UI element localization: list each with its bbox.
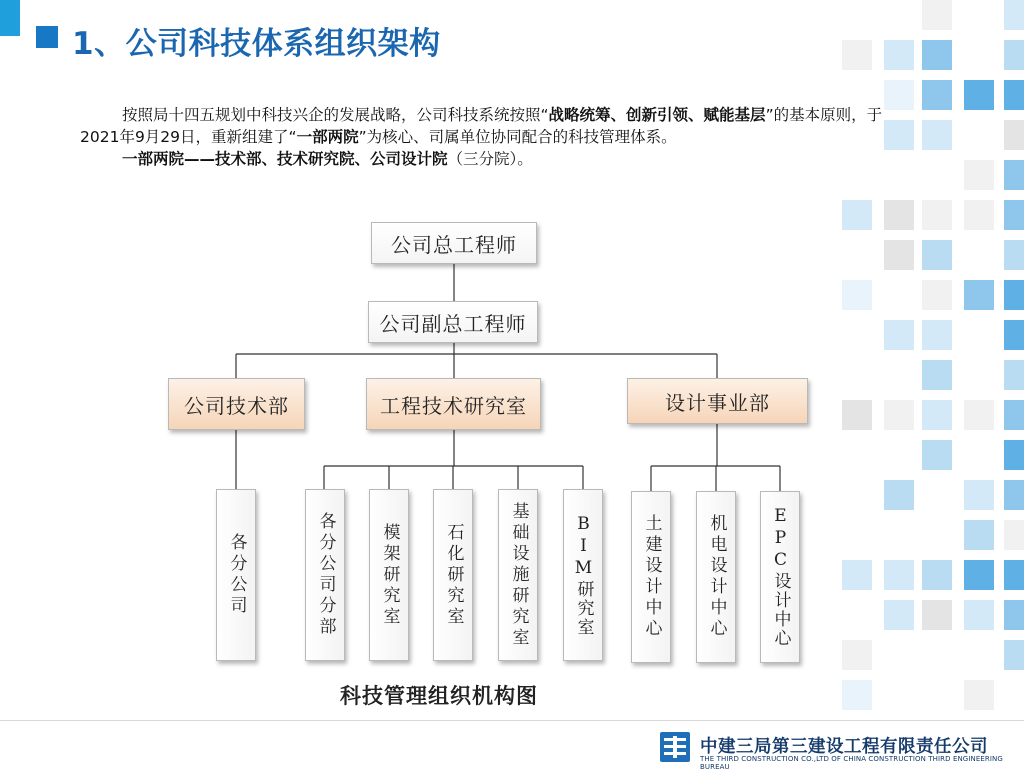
decorative-tile: [1004, 640, 1024, 670]
decorative-tile: [964, 520, 994, 550]
decorative-tile: [922, 440, 952, 470]
footer-divider: [0, 720, 1024, 721]
decorative-tile: [884, 600, 914, 630]
intro-text: ”的基本原则，于2021年9月29日，重新组建了“: [80, 106, 883, 146]
decorative-tile: [1004, 560, 1024, 590]
bim-lab-box: BIM研究室: [563, 489, 603, 661]
intro-text: ”为核心、司属单位协同配合的科技管理体系。: [358, 128, 677, 146]
chief-engineer-box: 公司总工程师: [371, 222, 537, 264]
petrochem-lab-box: 石化研究室: [433, 489, 473, 661]
sub-branches-box: 各分公司分部: [305, 489, 345, 661]
decorative-tile: [964, 200, 994, 230]
intro-line-2: [80, 148, 890, 170]
intro-text: 按照局十四五规划中科技兴企的发展战略，公司科技系统按照“: [122, 106, 549, 124]
decorative-tile: [842, 400, 872, 430]
intro-text: （三分院）。: [447, 150, 533, 168]
decorative-tile: [1004, 80, 1024, 110]
page-title: 1、公司科技体系组织架构: [72, 26, 441, 62]
intro-line-1: [80, 104, 890, 148]
tech-dept-box: 公司技术部: [168, 378, 305, 430]
decorative-tile: [884, 200, 914, 230]
civil-design-box: 土建设计中心: [631, 491, 671, 663]
epc-design-box: EPC设计中心: [760, 491, 800, 663]
design-division-box: 设计事业部: [627, 378, 808, 424]
decorative-tile: [964, 400, 994, 430]
decorative-tile: [1004, 480, 1024, 510]
decorative-tile: [922, 120, 952, 150]
decorative-tile: [922, 40, 952, 70]
decorative-tile: [964, 80, 994, 110]
decorative-tile: [922, 0, 952, 30]
footer-company-name-en: THE THIRD CONSTRUCTION CO.,LTD OF CHINA CONSTRUCTION THIRD ENGINEERING BUREAU: [700, 755, 1003, 771]
decorative-tile: [1004, 40, 1024, 70]
chart-caption: 科技管理组织机构图: [340, 683, 538, 708]
decorative-tile: [842, 280, 872, 310]
decorative-tile: [1004, 160, 1024, 190]
decorative-tile: [964, 280, 994, 310]
decorative-tile: [1004, 360, 1024, 390]
decorative-tile: [922, 600, 952, 630]
branches-box: 各分公司: [216, 489, 256, 661]
decorative-tile: [842, 40, 872, 70]
intro-paragraph: [80, 104, 890, 170]
decorative-tile: [1004, 440, 1024, 470]
decorative-tile: [1004, 320, 1024, 350]
decorative-tile: [922, 320, 952, 350]
intro-bold: 战略统筹、创新引领、赋能基层: [548, 106, 766, 124]
decorative-tile: [884, 40, 914, 70]
decorative-tile: [922, 200, 952, 230]
decorative-tile: [1004, 600, 1024, 630]
decorative-tile: [922, 80, 952, 110]
decorative-tile: [964, 600, 994, 630]
decorative-tile: [884, 560, 914, 590]
decorative-tile: [922, 400, 952, 430]
decorative-tile: [964, 680, 994, 710]
decorative-tile: [884, 320, 914, 350]
intro-bold: 一部两院: [296, 128, 359, 146]
eng-tech-lab-box: 工程技术研究室: [366, 378, 541, 430]
decorative-tile: [884, 400, 914, 430]
decorative-tile: [1004, 280, 1024, 310]
decorative-tile: [922, 240, 952, 270]
decorative-tile: [1004, 0, 1024, 30]
decorative-tile: [1004, 120, 1024, 150]
decorative-tile: [964, 160, 994, 190]
decorative-tile: [964, 480, 994, 510]
decorative-tile: [922, 560, 952, 590]
formwork-lab-box: 模架研究室: [369, 489, 409, 661]
decorative-tile: [884, 240, 914, 270]
decorative-tile: [1004, 400, 1024, 430]
decorative-tile: [842, 680, 872, 710]
decorative-tile: [842, 640, 872, 670]
decorative-tile: [922, 280, 952, 310]
decorative-tile: [884, 480, 914, 510]
title-square-icon: [36, 26, 58, 48]
decorative-tile: [922, 360, 952, 390]
me-design-box: 机电设计中心: [696, 491, 736, 663]
deputy-chief-engineer-box: 公司副总工程师: [368, 301, 538, 343]
decorative-tile: [1004, 520, 1024, 550]
company-logo-icon: [660, 732, 690, 762]
decorative-tile: [1004, 240, 1024, 270]
decorative-tile: [1004, 200, 1024, 230]
infrastructure-lab-box: 基础设施研究室: [498, 489, 538, 661]
intro-bold: 一部两院——技术部、技术研究院、公司设计院: [122, 150, 448, 168]
footer-company-name: 中建三局第三建设工程有限责任公司: [700, 737, 988, 757]
decorative-tile: [964, 560, 994, 590]
corner-accent: [0, 0, 20, 36]
decorative-tile: [842, 200, 872, 230]
decorative-tile: [842, 560, 872, 590]
